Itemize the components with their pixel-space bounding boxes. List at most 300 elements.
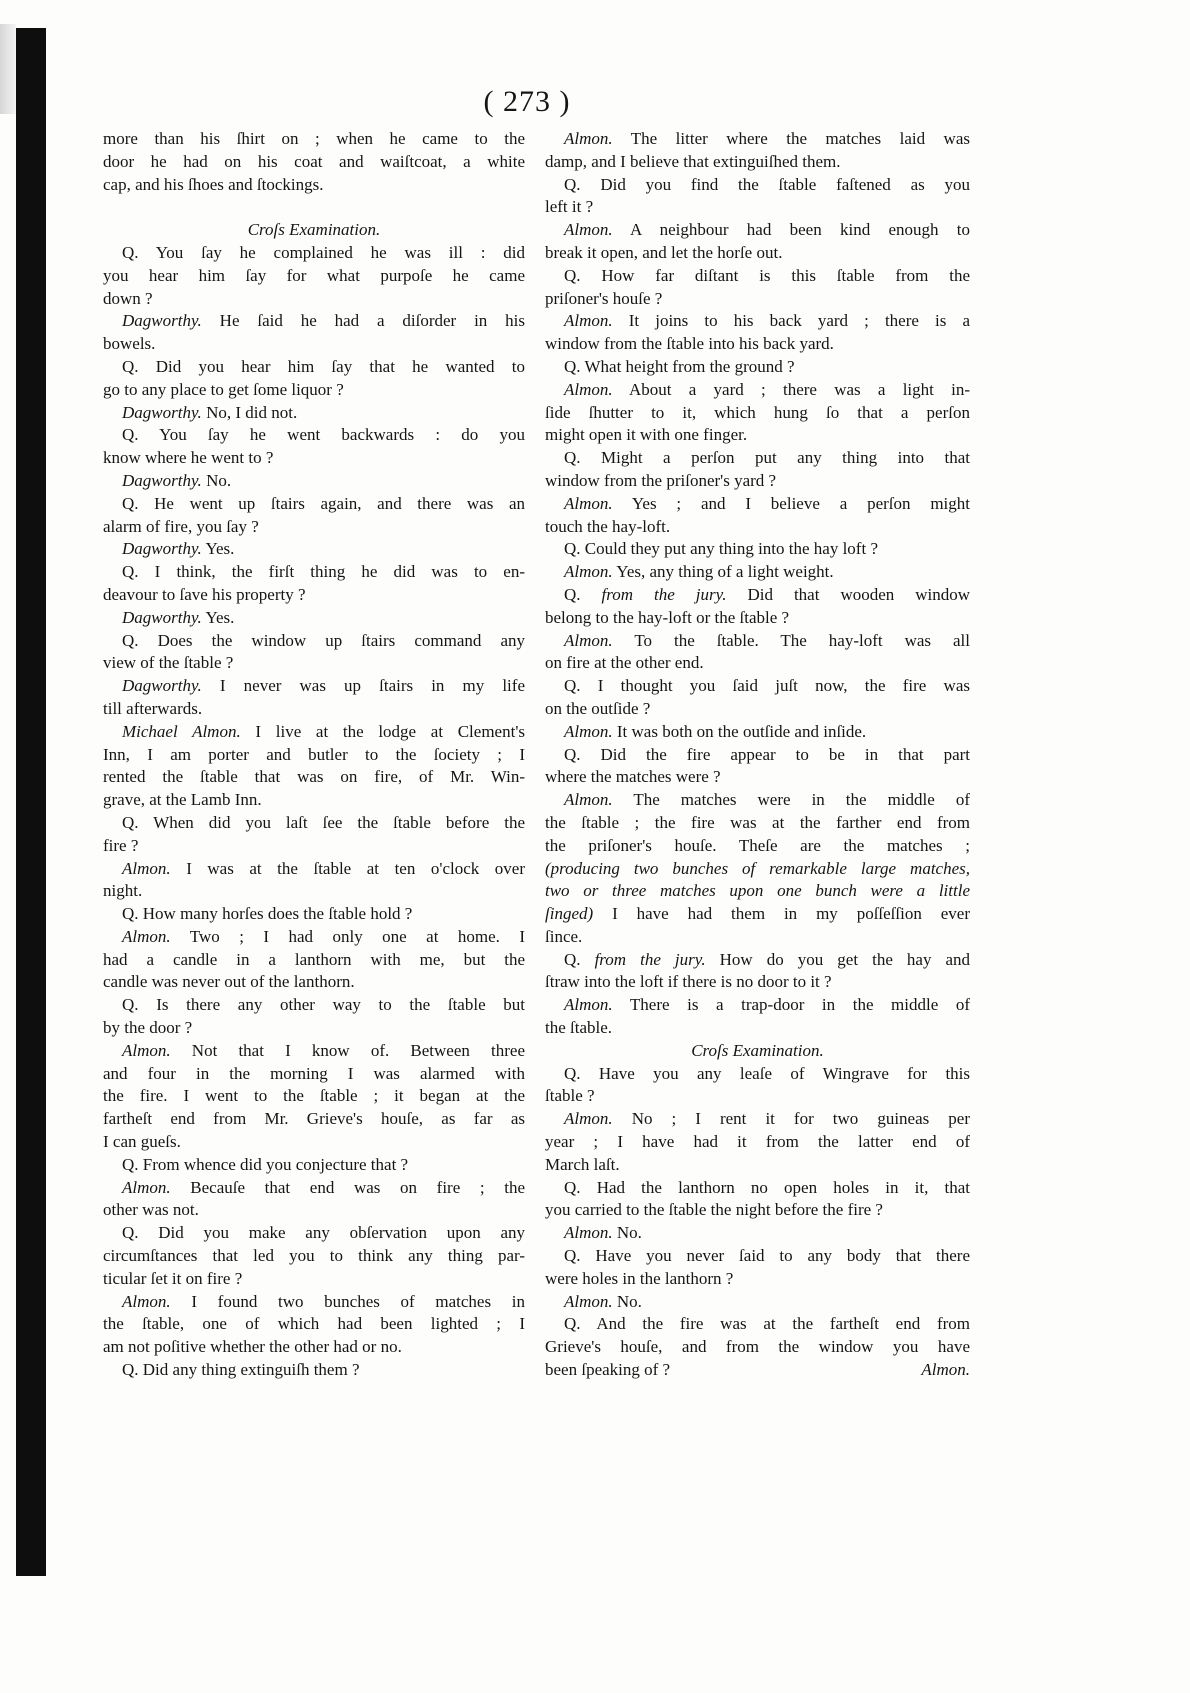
line-text: The litter where the matches laid was [630,129,970,148]
speaker-label: Almon. [122,926,171,946]
question-marker: Q. [564,539,581,559]
question-marker: Q. [564,356,581,376]
testimony-paragraph [103,926,525,994]
line-text: Have you any leaſe of Wingrave for this [598,1063,970,1083]
section-heading: Croſs Examination. [247,220,381,240]
line-text: left it ? [545,197,594,217]
text-line [103,310,525,333]
question-marker: Q. [122,1360,139,1380]
speaker-label: Almon. [564,790,613,810]
speaker-label: Almon. [564,1223,613,1243]
text-line [545,789,970,812]
speaker-label: Dagworthy. [122,676,202,696]
text-line [103,1313,525,1336]
text-line [103,1017,525,1040]
testimony-paragraph [545,994,970,1040]
line-text: Yes ; and I believe a perſon might [631,493,970,513]
testimony-paragraph [103,903,525,926]
text-line [103,903,525,926]
question-marker: Q. [564,174,581,194]
text-line [545,493,970,516]
line-text: Does the window up ſtairs command any [157,630,525,650]
text-line [103,1085,525,1108]
text-line [545,880,970,903]
text-line [103,949,525,972]
line-text: I thought you ſaid juſt now, the fire was [597,676,970,696]
line-text: Did that wooden window [747,584,970,604]
line-text: were holes in the lanthorn ? [545,1268,734,1288]
text-line [545,242,970,265]
text-line [545,333,970,356]
line-text: window from the ſtable into his back yard. [545,334,834,354]
text-line [103,926,525,949]
scan-shadow [0,24,16,114]
line-text: Is there any other way to the ſtable but [156,995,525,1015]
speaker-label: Almon. [564,220,613,240]
line-text: There is a trap-door in the middle of [629,995,970,1015]
line-text: deavour to ſave his property ? [103,584,306,604]
line-text: been ſpeaking of ? [545,1360,671,1380]
line-text: till afterwards. [103,698,203,718]
speaker-label: Michael Almon. [122,721,241,741]
line-text: Yes. [205,539,235,559]
question-marker: Q. [564,584,581,604]
testimony-paragraph [545,379,970,447]
line-text: It was both on the outſide and inſide. [616,721,867,741]
text-line [103,288,525,311]
testimony-paragraph [103,858,525,904]
line-text: go to any place to get ſome liquor ? [103,379,344,399]
text-line [545,1063,970,1086]
line-text: on the outſide ? [545,698,651,718]
text-line [545,1154,970,1177]
line-text: I was at the ſtable at ten o'clock over [186,858,525,878]
speaker-label: Dagworthy. [122,607,202,627]
text-line [103,538,525,561]
line-text: The matches were in the middle of [633,790,970,810]
question-marker: Q. [122,812,139,832]
text-line [545,265,970,288]
text-line [103,424,525,447]
line-text: where the matches were ? [545,767,721,787]
text-line [545,1108,970,1131]
question-marker: Q. [564,1246,581,1266]
line-text: I have had them in my poſſeſſion ever [612,904,970,924]
text-line [545,858,970,881]
text-line [545,1336,970,1359]
italic-text: two or three matches upon one bunch were a little [545,881,970,901]
testimony-paragraph [545,561,970,584]
line-text: Did you make any obſervation upon any [158,1223,525,1243]
speaker-label: Almon. [564,562,613,582]
testimony-paragraph [103,242,525,310]
testimony-paragraph [545,630,970,676]
line-text: door he had on his coat and waiſtcoat, a white [103,151,525,171]
testimony-paragraph [545,789,970,949]
line-text: Did the fire appear to be in that part [600,744,970,764]
question-marker: Q. [564,949,581,969]
text-line [103,630,525,653]
question-marker: Q. [122,425,139,445]
line-text: A neighbour had been kind enough to [629,220,970,240]
binding-edge [16,28,46,1576]
text-line [545,1199,970,1222]
testimony-paragraph [545,174,970,220]
testimony-paragraph [545,1177,970,1223]
text-line [103,151,525,174]
text-line [545,561,970,584]
question-marker: Q. [122,904,139,924]
line-text: year ; I have had it from the latter end of [545,1132,970,1152]
speaker-label: Almon. [564,311,613,331]
text-line [103,1222,525,1245]
text-line [103,880,525,903]
text-line [545,926,970,949]
line-text: ſince. [545,926,583,946]
line-text: the fire. I went to the ſtable ; it began at the [103,1086,525,1106]
line-text: you carried to the ſtable the night before the fire ? [545,1200,883,1220]
text-line [545,447,970,470]
line-text: view of the ſtable ? [103,653,234,673]
line-text: March laſt. [545,1154,620,1174]
text-line [545,835,970,858]
testimony-paragraph [103,493,525,539]
question-marker: Q. [564,448,581,468]
testimony-paragraph [103,538,525,561]
text-line [103,1359,525,1382]
left-column [103,128,525,1382]
speaker-label: Almon. [122,1177,171,1197]
testimony-paragraph [103,310,525,356]
testimony-paragraph [103,607,525,630]
testimony-paragraph [545,675,970,721]
testimony-paragraph [103,1291,525,1359]
testimony-paragraph [103,630,525,676]
testimony-paragraph [545,1245,970,1291]
line-text: I found two bunches of matches in [191,1291,525,1311]
text-line [545,128,970,151]
testimony-paragraph [103,128,525,196]
text-line [103,835,525,858]
line-text: break it open, and let the horſe out. [545,242,783,262]
question-marker: Q. [122,630,139,650]
testimony-paragraph [545,1291,970,1314]
italic-text: (producing two bunches of remarkable large matches, [545,858,970,878]
text-line [545,1131,970,1154]
speaker-label: Almon. [564,379,613,399]
text-line [103,470,525,493]
line-text: Not that I know of. Between three [191,1040,525,1060]
text-line [545,356,970,379]
italic-text: from the jury. [594,949,706,969]
question-marker: Q. [122,1223,139,1243]
text-line [103,812,525,835]
text-line [103,516,525,539]
line-text: It joins to his back yard ; there is a [628,311,970,331]
line-text: He ſaid he had a diſorder in his [219,311,525,331]
testimony-paragraph [103,812,525,858]
text-line [103,971,525,994]
line-text: fartheſt end from Mr. Grieve's houſe, as far as [103,1109,525,1129]
question-marker: Q. [564,744,581,764]
line-text: Did you find the ſtable faſtened as you [600,174,970,194]
speaker-label: Almon. [564,129,613,148]
text-line [103,1177,525,1200]
right-column [545,128,970,1382]
text-line [545,949,970,972]
text-line [545,584,970,607]
text-line [103,242,525,265]
line-text: No ; I rent it for two guineas per [631,1109,970,1129]
line-text: ſtable ? [545,1086,595,1106]
line-text: Yes. [205,607,235,627]
line-text: belong to the hay-loft or the ſtable ? [545,607,790,627]
question-marker: Q. [122,356,139,376]
text-line [545,1313,970,1336]
testimony-paragraph [545,1063,970,1109]
line-text: ſtraw into the loft if there is no door to it ? [545,972,832,992]
line-text: How many horſes does the ſtable hold ? [142,904,413,924]
line-text: might open it with one finger. [545,425,748,445]
line-text: and four in the morning I was alarmed with [103,1063,525,1083]
question-marker: Q. [122,995,139,1015]
question-marker: Q. [564,1063,581,1083]
line-text: ſide ſhutter to it, which hung ſo that a perſon [545,402,970,422]
text-line [103,652,525,675]
speaker-label: Almon. [564,1109,613,1129]
question-marker: Q. [122,493,139,513]
text-line [103,766,525,789]
line-text: Did any thing extinguiſh them ? [142,1360,360,1380]
text-line [103,698,525,721]
line-text: I can gueſs. [103,1132,181,1152]
line-text: I think, the firſt thing he did was to en- [154,562,525,582]
text-line [545,675,970,698]
text-line [103,333,525,356]
text-line [545,607,970,630]
text-line [103,789,525,812]
line-text: night. [103,881,143,901]
line-text: No. [616,1223,642,1243]
testimony-paragraph [103,1359,525,1382]
line-text: cap, and his ſhoes and ſtockings. [103,174,324,194]
text-line [103,174,525,197]
text-line [545,1017,970,1040]
speaker-label: Dagworthy. [122,470,202,490]
question-marker: Q. [564,676,581,696]
text-line [103,561,525,584]
line-text: Becauſe that end was on fire ; the [190,1177,525,1197]
speaker-label: Almon. [122,858,171,878]
line-text: the ſtable, one of which had been lighted ; I [103,1314,525,1334]
text-line [545,470,970,493]
testimony-paragraph [103,1154,525,1177]
line-text: grave, at the Lamb Inn. [103,790,262,810]
speaker-label: Almon. [122,1040,171,1060]
speaker-label: Dagworthy. [122,539,202,559]
speaker-label: Almon. [564,721,613,741]
line-text: damp, and I believe that extinguiſhed them. [545,151,841,171]
testimony-paragraph [103,994,525,1040]
text-line [545,721,970,744]
line-text: What height from the ground ? [584,356,795,376]
text-line [545,1245,970,1268]
text-line [545,698,970,721]
testimony-paragraph [545,493,970,539]
line-text: more than his ſhirt on ; when he came to the [103,129,525,148]
text-line [103,493,525,516]
text-line [545,538,970,561]
line-text: Inn, I am porter and butler to the ſociety ; I [103,744,525,764]
line-text: am not poſitive whether the other had or no. [103,1337,402,1357]
text-line [545,652,970,675]
testimony-paragraph [545,1222,970,1245]
text-line [103,1199,525,1222]
text-line [103,1108,525,1131]
line-text: To the ſtable. The hay-loft was all [634,630,970,650]
testimony-paragraph [545,128,970,174]
line-text: ticular ſet it on fire ? [103,1268,243,1288]
line-text: Yes, any thing of a light weight. [616,562,834,582]
testimony-paragraph [103,675,525,721]
line-text: on fire at the other end. [545,653,704,673]
text-line [545,1177,970,1200]
line-text: Had the lanthorn no open holes in it, that [596,1177,970,1197]
text-line [103,584,525,607]
line-text: You ſay he went backwards : do you [159,425,525,445]
testimony-paragraph [545,447,970,493]
line-text: bowels. [103,334,156,354]
line-text: the priſoner's houſe. Theſe are the matches ; [545,835,970,855]
testimony-paragraph [103,424,525,470]
text-line [103,744,525,767]
text-line [545,379,970,402]
text-line [103,1291,525,1314]
line-text: you hear him ſay for what purpoſe he came [103,265,525,285]
question-marker: Q. [564,265,581,285]
line-text: know where he went to ? [103,448,274,468]
text-line [545,812,970,835]
line-text: I live at the lodge at Clement's [255,721,525,741]
line-text: Could they put any thing into the hay loft ? [584,539,878,559]
speaker-label: Almon. [564,995,613,1015]
line-text: How far diſtant is this ſtable from the [601,265,970,285]
text-line [545,903,970,926]
text-line [545,516,970,539]
text-line [103,994,525,1017]
text-line [545,424,970,447]
text-line [545,766,970,789]
text-line [103,265,525,288]
line-text: Might a perſon put any thing into that [601,448,970,468]
text-line [545,1085,970,1108]
line-text: the ſtable. [545,1018,613,1038]
testimony-paragraph [545,584,970,630]
testimony-paragraph [545,265,970,311]
line-text: other was not. [103,1200,199,1220]
line-text: He went up ſtairs again, and there was an [154,493,525,513]
line-text: touch the hay-loft. [545,516,671,536]
text-line [103,721,525,744]
catchword: Almon. [921,1360,970,1379]
speaker-label: Almon. [564,1291,613,1311]
testimony-paragraph [103,1040,525,1154]
speaker-label: Almon. [564,493,613,513]
text-line [545,310,970,333]
text-line [103,1040,525,1063]
line-text: priſoner's houſe ? [545,288,663,308]
question-marker: Q. [564,1177,581,1197]
line-text: rented the ſtable that was on fire, of Mr. Win- [103,767,525,787]
question-marker: Q. [122,562,139,582]
text-line [545,971,970,994]
testimony-paragraph [545,949,970,995]
text-line [103,1245,525,1268]
line-text: the ſtable ; the fire was at the farther end from [545,812,970,832]
line-text: You ſay he complained he was ill : did [155,242,525,262]
text-line [103,379,525,402]
line-text: Two ; I had only one at home. I [189,926,525,946]
line-text: From whence did you conjecture that ? [142,1154,409,1174]
text-line [103,858,525,881]
testimony-paragraph [103,561,525,607]
text-line [545,1291,970,1314]
line-text: fire ? [103,835,139,855]
line-text: No. [616,1291,642,1311]
line-text: down ? [103,288,153,308]
line-text: had a candle in a lanthorn with me, but the [103,949,525,969]
text-line [545,402,970,425]
text-line [103,356,525,379]
testimony-paragraph [103,1222,525,1290]
line-text: candle was never out of the lanthorn. [103,972,355,992]
text-line [545,1222,970,1245]
line-text: Did you hear him ſay that he wanted to [155,356,525,376]
text-line [103,1154,525,1177]
testimony-paragraph [545,744,970,790]
italic-text: ſinged) [545,904,594,924]
text-line [103,1268,525,1291]
line-text: by the door ? [103,1018,193,1038]
text-line [103,1336,525,1359]
speaker-label: Almon. [122,1291,171,1311]
line-text: circumſtances that led you to think any thing par- [103,1246,525,1266]
line-text: How do you get the hay and [719,949,970,969]
text-line [103,1131,525,1154]
question-marker: Q. [122,1154,139,1174]
speaker-label: Almon. [564,630,613,650]
question-marker: Q. [564,1314,581,1334]
testimony-paragraph [545,310,970,356]
line-text: Have you never ſaid to any body that there [595,1246,970,1266]
text-line [103,402,525,425]
text-line [545,288,970,311]
section-heading: Croſs Examination. [691,1040,824,1060]
testimony-paragraph [103,721,525,812]
line-text: alarm of fire, you ſay ? [103,516,259,536]
text-line [103,607,525,630]
testimony-paragraph [103,356,525,402]
testimony-paragraph [545,1108,970,1176]
testimony-paragraph [545,538,970,561]
text-line [545,994,970,1017]
testimony-paragraph [545,219,970,265]
text-line [545,630,970,653]
text-line [545,151,970,174]
text-line [545,219,970,242]
testimony-paragraph [103,1177,525,1223]
text-line [103,675,525,698]
